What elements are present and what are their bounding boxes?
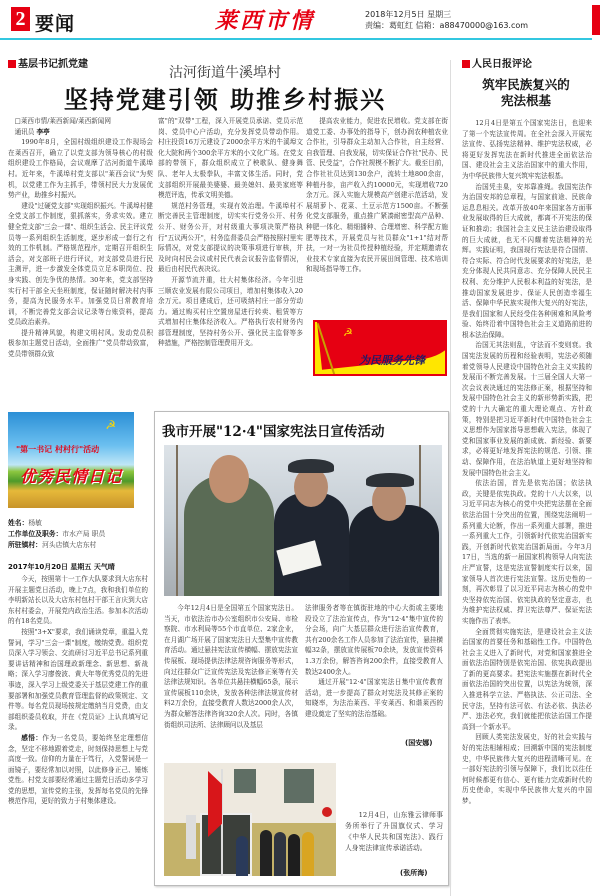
hammer-sickle-icon: ☭ <box>105 418 116 432</box>
reflection-label: 感悟： <box>21 733 43 742</box>
diary-banner-line1: "第一书记 村村行"活动 <box>16 445 100 454</box>
reflection-text: 作为一名党员，要始终坚定理想信念，坚定不移地跟着党走，时刻保持思想上与党高度一致。信仰的力量在于笃行，入党誓词是一面镜子，要经常加以对照，以此修身正己、锤炼党性。村党支部要经常通过主题党日活动多学习党的思想，宣传党的主张，发挥每名党员的先锋模范作用，更好的致力于村集体建设。 <box>8 733 148 806</box>
column-divider <box>450 60 451 896</box>
paragraph: 法律服务者等在镇街驻地的中心大街或主要地段设立了法治宣传点，作为"12·4"集中宣传的分会场，向广大基层群众进行法治宣传教育，共有200余名工作人员参加了法治宣传，悬挂横幅32条，摆放宣传展板70余块，发放宣传资料1.3万余份，解答咨询200余件，直接受教育人数达2400余人。 <box>305 604 443 676</box>
constitution-column-1 <box>164 603 298 741</box>
flag-slogan: 为民服务先锋 <box>359 354 425 367</box>
firm-sign <box>186 815 196 859</box>
person <box>260 830 272 876</box>
reporter-label: 通讯员 <box>14 127 35 136</box>
page-number: 2 <box>11 7 30 31</box>
person <box>274 832 286 876</box>
constitution-headline: 我市开展"12·4"国家宪法日宣传活动 <box>162 424 385 440</box>
label: 所驻镇村： <box>8 541 42 549</box>
paragraph <box>8 733 148 807</box>
police-cap <box>366 473 414 487</box>
commentary-title <box>462 77 590 109</box>
label: 工作单位及职务： <box>8 530 63 538</box>
header-rule <box>0 38 592 40</box>
person-head <box>372 481 406 521</box>
commentary-kicker <box>462 55 532 70</box>
red-square-icon <box>462 60 470 68</box>
diary-banner-image <box>8 412 134 508</box>
main-subhead: 沽河街道牛溪埠村 <box>169 65 281 81</box>
edge-tab <box>592 5 600 35</box>
paragraph: 规范村务管理，实现有效治理。牛溪埠村不断完善民主管理制度，切实实行党务公开、村务公开、财务公开，对村级重大事项决策严格执行"五议两公开"，村务监督委员会严格按照村里实际情况，对党支部提议的决策事项进行审核，并及时向村民会议或村民代表会议报告监督情况，最后由村民代表决议。 <box>158 201 303 274</box>
page-header <box>0 0 600 38</box>
party-flag-banner <box>313 320 447 376</box>
photo2-credit: (张所海) <box>400 869 428 877</box>
diary-entry-date: 2017年10月20日 星期五 天气晴 <box>8 563 115 571</box>
person <box>288 834 300 876</box>
main-headline: 坚持党建引领 助推乡村振兴 <box>63 86 387 114</box>
editor-contact: 责编：葛虹红 信箱：a88470000@163.com <box>365 21 529 30</box>
main-story-column-3 <box>306 116 448 316</box>
paragraph: 按照"3+X"要求，我们诵读党章，重温入党誓词，学习"三会一课"制度，缴纳党费。组织党员深入学习领会、交流研讨习近平总书记系列重要讲话精神和治国理政新理念、新思想、新战略；深入学习廖俊波、黄大年等优秀党员的先进事迹，深入学习上级党委关于基层党建工作的重要部署和加强党员教育管理监督的政策规定、文件等。每名党员现场按规定缴纳当月党费，由支部组织委员收取，并在《党员证》上认真填写记录。 <box>8 627 148 732</box>
paragraph: 依法治国，首先是依宪治国；依法执政，关键是依宪执政。党的十八大以来，以习近平同志为核心的党中央把宪法摆在全面依法治国十分突出的位置，围绕宪法阐明一系列重大论断，作出一系列重大部署，推进一系列重大工作，引领新时代依宪治国新实践，开创新时代依宪治国新局面。今年3月17日，当选的新一届国家机构领导人向宪法庄严宣誓，这是宪法宣誓制度实行以来，国家领导人首次进行宪法宣誓。这历史性的一刻，再次彰显了以习近平同志为核心的党中央坚持依宪治国、依宪执政的坚定意志，也为维护宪法权威、捍卫宪法尊严、保证宪法实施作出了表率。 <box>462 479 592 625</box>
diary-village-row <box>8 540 105 551</box>
tree <box>176 445 178 596</box>
paragraph: 治国无其法则乱，守法而不变则衰。我国宪法发展的历程和经验表明，宪法必须随着党领导人民建设中国特色社会主义实践的发展而不断完善发展。十三届全国人大第一次会议表决通过的宪法修正案，根据坚持和发展中国特色社会主义的新形势新实践，把党的十九大确定的重大理论观点、方针政策，特别是把习近平新时代中国特色社会主义思想作为国家指导思想载入宪法，体现了党和国家事业发展的新成就、新经验、新要求，必将更好地发挥宪法的规范、引领、推动、保障作用，在法治轨道上更好地坚持和发展中国特色社会主义。 <box>462 341 592 477</box>
paragraph: 治国凭圭臬，安邦靠准绳。我国宪法作为治国安邦的总章程，与国家前途、民族命运息息相关。改革开放40年来国家各方面事业发展取得的巨大成就，都离不开宪法的保证和推动；我国社会主义民主法治建设取得的巨大成就，也无不闪耀着宪法精神的光辉。实践证明，我国现行宪法是符合国情、符合实际、符合时代发展要求的好宪法，是充分体现人民共同意志、充分保障人民民主权利、充分维护人民根本利益的好宪法，是推动国家发展进步、保证人民创造幸福生活、保障中华民族实现伟大复兴的好宪法，是我们国家和人民经受住各种困难和风险考验、始终沿着中国特色社会主义道路前进的根本法治保障。 <box>462 182 592 339</box>
paragraph: 提升精神风貌，构建文明村风。发动党员积极参加主题党日活动，全面推广"党员带动致富，党员带领群众致 <box>8 328 153 359</box>
diary-meta <box>8 518 105 551</box>
diary-body <box>8 574 148 890</box>
main-kicker-text: 基层书记抓党建 <box>18 59 88 70</box>
paragraph: 提高农业能力，促进农民增收。党支部在街道党工委、办事处的指导下，创办润农种植农业合作社，引导群众主动加入合作社，自主经营、自我管理、自我发展，切实保证合作社"民办、民管、民受益"，合作社规模不断扩大。截至目前，合作社社员达到130余户，流转土地800余亩，种植丹参，亩产收入约10000元，实现增收720余万元。深入实施大规模高产创建示范活动，发展胡萝卜、花菜、土豆示范方1500亩。不断强化党支部服务，重点推广紧凑耐密型高产品种、种肥一体化、精细播种、合理增密、科学配方施肥等技术，开展党员与社员群众"1+1"结对帮扶，一对一为社员传授种植经验，并定期邀请农业技术专家直接为农民开展田间管理、技术培训和现场指导等工作。 <box>306 117 448 274</box>
diary-unit-row <box>8 529 105 540</box>
police-cap <box>288 459 334 473</box>
diary-banner-line2: 优秀民情日记 <box>20 467 123 486</box>
story-source: □莱西市情/莱西新闻/莱西新闻网 <box>14 117 111 125</box>
diary-name-row <box>8 518 105 529</box>
value: 市水产局 职员 <box>62 530 106 538</box>
caption-text: 12月4日，山东雅云律师事务所举行了升国旗仪式、学习《中华人民共和国宪法》、践行人身宪法律宣传承诺活动。 <box>345 811 443 852</box>
main-story-column-2 <box>158 116 303 388</box>
title-line: 宪法根基 <box>500 93 551 108</box>
paragraph: 建设"过硬党支部"实现组织振兴。牛溪埠村健全党支部工作制度，狠抓落实，务求实效。建立健全党支部"三会一课"、组织生活会、民主评议党员等一系列组织生活制度，逐步形成一套行之有效的工作机制。严格规范程序，定期召开组织生活会，对支部班子进行评议，对支部党员进行民主测评，进一步激发全体党员立足本职岗位、投身实践、创先争优的热情。30年来，党支部坚持实行村干部全天坐班制度，保证随时解决村内事务，提高为民服务水平。加强党员日常教育培训，不断完善党支部会议记录等台账资料，提高党员政治素养。 <box>8 201 153 327</box>
paragraph: 12月4日是第五个国家宪法日，也迎来了第一个宪法宣传周。在全社会深入开展宪法宣传、弘扬宪法精神、维护宪法权威，必将更好发挥宪法在新时代推进全面依法治国、建设社会主义法治国家中的重大作用，为中华民族伟大复兴筑牢宪法根基。 <box>462 119 592 180</box>
commentary-kicker-text: 人民日报评论 <box>472 59 532 70</box>
photo2-caption <box>345 810 443 854</box>
window <box>284 769 314 803</box>
reporter-name: 李亭 <box>36 127 50 136</box>
paragraph: 开源节流并重，壮大村集体经济。今年引进三顺农业发展有限公司项目，增加村集体收入20余万元。项目建成后，还可吸纳村庄一部分劳动力。通过购买村庄空置房屋进行转卖、租赁等方式增加村庄集体经济收入。严格执行农村财务内部管理制度，坚持村务公开、强化民主监督等多种措施，严格控制管理费用开支。 <box>158 275 303 348</box>
paragraph: 今天，按照第十一工作大队要求到大店东村开展主题党日活动，晚上7点，我和我们单位的李明新站长以及大店东村包村干部王言庆到大店东村村委会，开展党内政治生活。参加本次活动的有18名党员。 <box>8 575 148 626</box>
person <box>236 836 248 876</box>
paragraph: 全面贯彻实施宪法，是建设社会主义法治国家的首要任务和基础性工作。中国特色社会主义进入了新时代，对党和国家推进全面依法治国特别是依宪治国、依宪执政提出了新的更高要求。把宪法实施摆在新时代全面依法治国的突出位置，以宪法为统领，深入推进科学立法、严格执法、公正司法、全民守法，坚持有法可依、有法必依、执法必严、违法必究，我们就能把依法治国工作提高到一个新水平。 <box>462 627 592 731</box>
value: 河头店镇大店东村 <box>41 541 97 549</box>
section-title: 要闻 <box>35 13 76 35</box>
flag-raising-photo <box>164 763 336 876</box>
constitution-column-2 <box>305 603 443 731</box>
commentary-body <box>462 118 592 874</box>
paragraph: 回顾人类宪法发展史，好的社会实践与好的宪法相辅相成；回溯新中国的宪法制度史，中华民族伟大复兴的进程清晰可见。在一部好宪法的引领与保障下，我们比以往任何时候都更有信心、更有能力完成新时代的历史使命，实现中华民族伟大复兴的中国梦。 <box>462 733 592 805</box>
hammer-sickle-icon: ☭ <box>343 326 353 339</box>
dateline <box>365 9 528 31</box>
paragraph: 富"的"双带"工程，深入开展党员承诺、党员示范岗、党员中心户活动，充分发挥党员带动作用。村庄投资16万元建设了2000余平方米的牛溪埠文化大院和两个300余平方米的小文化广场。在党支部的带领下，群众组织成立了秧歌队、健身舞队、老年人太极拳队，丰富文体生活。同时，党支部组织开展最美婆婆、最美媳妇、最美家庭等模范评选，传承文明美德。 <box>158 117 303 200</box>
police-outreach-photo <box>164 445 442 596</box>
paragraph: 今年12月4日是全国第五个国家宪法日。当天，市依法治市办公室组织市公安局、市检察院、市水利局等55个市直单位、2家企业，在月湖广场开展了国家宪法日大型集中宣传教育活动。通过悬挂宪法宣传横幅、摆放宪法宣传展板、现场提供法律法规咨询服务等形式，向过往群众广泛宣传宪法及宪法修正案等有关法律法规知识。各单位共悬挂横幅65条，展示宣传展板110余块，发放各种法律法规宣传材料2万余份，直接受教育人数达2000余人次，为群众解答法律咨询320余人次。同时，各镇街组织司法所、法律顾问以及基层 <box>164 604 298 729</box>
label: 姓名： <box>8 519 29 527</box>
story-byline <box>8 127 153 138</box>
value: 杨敏 <box>28 519 42 527</box>
masthead-logo: 莱西市情 <box>215 8 316 34</box>
paragraph: 1990年8月，全国村级组织建设工作现场会在莱西召开，确立了以党支部为领导核心的村级组织建设工作格局，会议观摩了沽河街道牛溪埠村。近年来，牛溪埠村党支部以"莱西会议"为契机，以党建工作为主抓手，带领村民大力发展优势产业，助推乡村振兴。 <box>8 138 153 200</box>
person-head <box>209 455 249 503</box>
person-head <box>294 467 328 507</box>
window <box>234 769 256 793</box>
constitution-credit: (国安娜) <box>405 739 433 747</box>
title-line: 筑牢民族复兴的 <box>482 77 570 92</box>
paragraph: 通过开展"12·4"国家宪法日集中宣传教育活动，进一步提高了群众对宪法及其修正案的知晓率，为法治莱西、平安莱西、和谐莱西的建设奠定了坚实的法治基础。 <box>305 678 443 718</box>
person <box>302 832 314 876</box>
red-lantern <box>322 807 332 817</box>
main-story-column-1 <box>8 116 153 388</box>
issue-date: 2018年12月5日 星期三 <box>365 10 452 19</box>
